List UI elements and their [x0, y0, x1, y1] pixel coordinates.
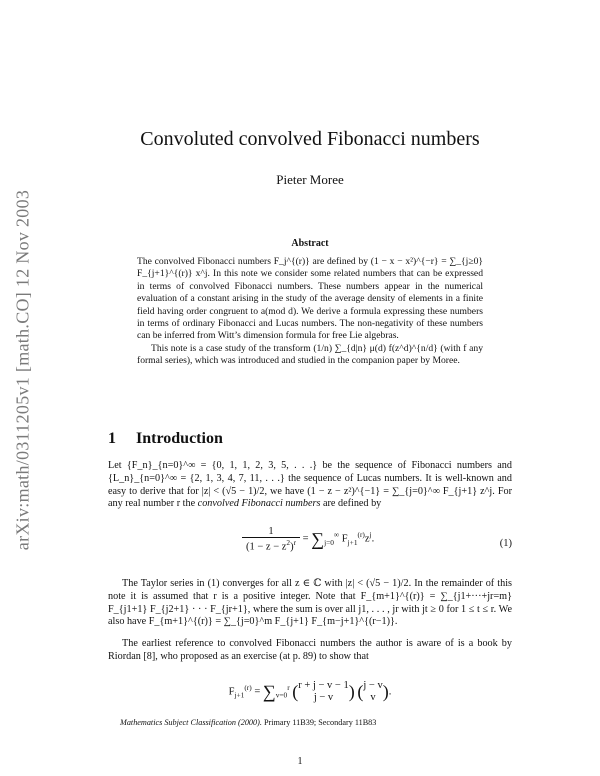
section-heading: [108, 430, 223, 448]
abstract-heading: Abstract: [291, 238, 329, 249]
equation-1: [108, 526, 512, 566]
abstract-body: [137, 256, 483, 368]
abstract-paragraph-1: The convolved Fibonacci numbers F_j^{(r)} are defined by (1 − x − x²)^{−r} = ∑_{j≥0} F_{j+1}^{(r)} x^j. In this note we consider some related numbers that can be expressed in terms of convolved Fibonacci numbers. These numbers appear in the numerical evaluation of a constant arising in the study of the average density of elements in a finite field having order congruent to a(mod d). We derive a formula expressing these numbers in terms of ordinary Fibonacci and Lucas numbers. The non-negativity of these numbers can be inferred from Witt’s dimension formula for free Lie algebras.: [137, 256, 483, 342]
page-number: 1: [297, 756, 303, 767]
footnote-text: Primary 11B39; Secondary 11B83: [263, 718, 377, 727]
equation-2: $F_{j+1}^{(r)} = \sum_{v=0}^r$ (r + j − v − 1 j − v ) (j − v v ).: [228, 680, 392, 703]
body-paragraph-2: The Taylor series in (1) converges for all z ∈ ℂ with |z| < (√5 − 1)/2. In the remainder of this note it is assumed that r is a positive integer. Note that F_{m+1}^{(r)} = ∑_{j1+···+jr=m} F_{j1+1} F_{j2+1} · · · F_{jr+1}, where the sum is over all j1, . . . , jr with jt ≥ 0 for 1 ≤ t ≤ r. We also have F_{m+1}^{(r)} = ∑_{j=0}^m F_{j+1} F_{m−j+1}^{(r−1)}.: [108, 578, 512, 628]
equation-1-number: (1): [499, 538, 512, 549]
section-title: Introduction: [136, 430, 223, 447]
equation-1-expression: $\frac{1}{(1 - z - z^2)^r}$ = $\sum_{j=0}^\infty$ $F_{j+1}^{(r)}z^j$.: [242, 526, 374, 553]
arxiv-side-stamp: arXiv:math/0311205v1 [math.CO] 12 Nov 2003: [12, 189, 33, 551]
body-text: Let {F_n}_{n=0}^∞ = {0, 1, 1, 2, 3, 5, . . .} be the sequence of Fibonacci numbers and {L_n}_{n=0}^∞ = {2, 1, 3, 4, 7, 11, . . .} the sequence of Lucas numbers. It is well-known and easy to derive that for |z| < (√5 − 1)/2, we have (1 − z − z²)^{−1} = ∑_{j=0}^∞ F_{j+1} z^j.: [108, 460, 512, 497]
body-paragraph-1: [108, 460, 512, 511]
body-text: are defined by: [323, 498, 382, 510]
emphasis-term: convolved Fibonacci numbers: [197, 498, 321, 510]
body-paragraph-3: The earliest reference to convolved Fibonacci numbers the author is aware of is a book by Riordan [8], who proposed as an exercise (at p. 89) to show that: [108, 638, 512, 662]
paper-author: Pieter Moree: [276, 172, 344, 187]
abstract-paragraph-2: This note is a case study of the transform (1/n) ∑_{d|n} μ(d) f(z^d)^{n/d} (with f any formal series), which was introduced and studied in the companion paper by Moree.: [137, 342, 483, 367]
body-text: For any real number r the: [108, 485, 512, 510]
footnote: [120, 718, 520, 727]
paper-title: Convoluted convolved Fibonacci numbers: [140, 128, 480, 150]
section-number: 1: [108, 430, 116, 447]
footnote-label: Mathematics Subject Classification (2000).: [120, 718, 262, 727]
